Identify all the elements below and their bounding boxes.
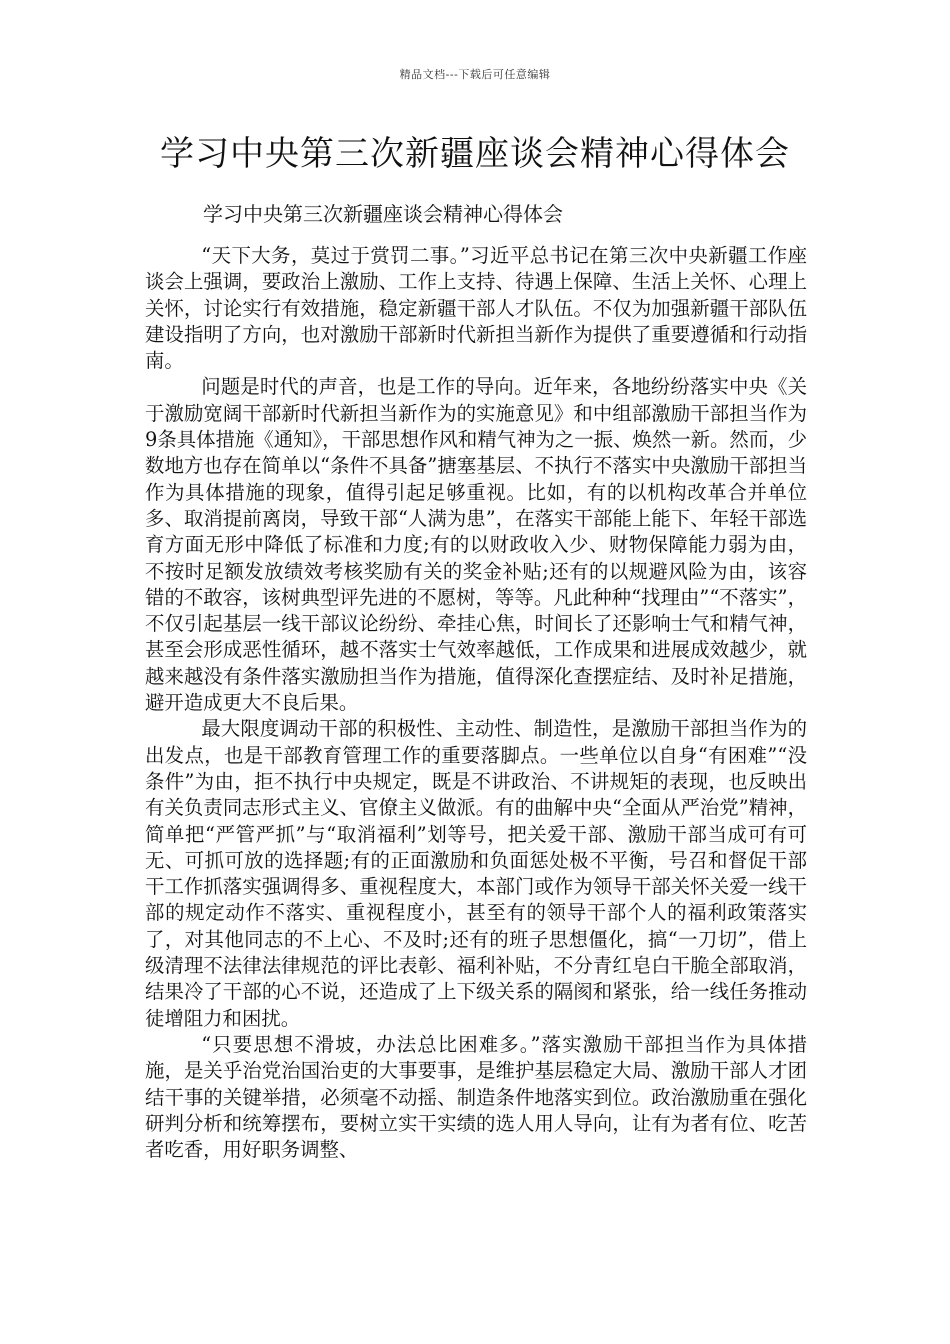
page-subtitle: 学习中央第三次新疆座谈会精神心得体会 <box>203 202 563 226</box>
paragraph-2: 问题是时代的声音，也是工作的导向。近年来，各地纷纷落实中央《关于激励宽阔干部新时代新担当新作为的实施意见》和中组部激励干部担当作为9条具体措施《通知》，干部思想作风和精气神为之一振、焕然一新。然而，少数地方也存在简单以“条件不具备”搪塞基层、不执行不落实中央激励干部担当作为具体措施的现象，值得引起足够重视。比如，有的以机构改革合并单位多、取消提前离岗，导致干部“人满为患”，在落实干部能上能下、年轻干部选育方面无形中降低了标准和力度;有的以财政收入少、财物保障能力弱为由，不按时足额发放绩效考核奖励有关的奖金补贴;还有的以规避风险为由，该容错的不敢容，该树典型评先进的不愿树，等等。凡此种种“找理由”“不落实”，不仅引起基层一线干部议论纷纷、牵挂心焦，时间长了还影响士气和精气神，甚至会形成恶性循环，越不落实士气效率越低，工作成果和进展成效越少，就越来越没有条件落实激励担当作为措施，值得深化查摆症结、及时补足措施，避开造成更大不良后果。 <box>145 375 807 715</box>
paragraph-1: “天下大务，莫过于赏罚二事。”习近平总书记在第三次中央新疆工作座谈会上强调，要政治上激励、工作上支持、待遇上保障、生活上关怀、心理上关怀，讨论实行有效措施，稳定新疆干部人才队伍。不仅为加强新疆干部队伍建设指明了方向，也对激励干部新时代新担当新作为提供了重要遵循和行动指南。 <box>145 244 807 373</box>
header-note: 精品文档---下载后可任意编辑 <box>399 68 551 81</box>
paragraph-4: “只要思想不滑坡，办法总比困难多。”落实激励干部担当作为具体措施，是关乎治党治国治吏的大事要事，是维护基层稳定大局、激励干部人才团结干事的关键举措，必须毫不动摇、制造条件地落实到位。政治激励重在强化研判分析和统筹摆布，要树立实干实绩的选人用人导向，让有为者有位、吃苦者吃香，用好职务调整、 <box>145 1032 807 1162</box>
paragraph-3: 最大限度调动干部的积极性、主动性、制造性，是激励干部担当作为的出发点，也是干部教育管理工作的重要落脚点。一些单位以自身“有困难”“没条件”为由，拒不执行中央规定，既是不讲政治、不讲规矩的表现，也反映出有关负责同志形式主义、官僚主义做派。有的曲解中央“全面从严治党”精神，简单把“严管严抓”与“取消福利”划等号，把关爱干部、激励干部当成可有可无、可抓可放的选择题;有的正面激励和负面惩处极不平衡，号召和督促干部干工作抓落实强调得多、重视程度大，本部门或作为领导干部关怀关爱一线干部的规定动作不落实、重视程度小，甚至有的领导干部个人的福利政策落实了，对其他同志的不上心、不及时;还有的班子思想僵化，搞“一刀切”，借上级清理不法律法律规范的评比表彰、福利补贴，不分青红皂白干脆全部取消，结果冷了干部的心不说，还造成了上下级关系的隔阂和紧张，给一线任务推动徒增阻力和困扰。 <box>145 717 807 1030</box>
page-title: 学习中央第三次新疆座谈会精神心得体会 <box>160 134 790 174</box>
article-body <box>145 243 807 1163</box>
